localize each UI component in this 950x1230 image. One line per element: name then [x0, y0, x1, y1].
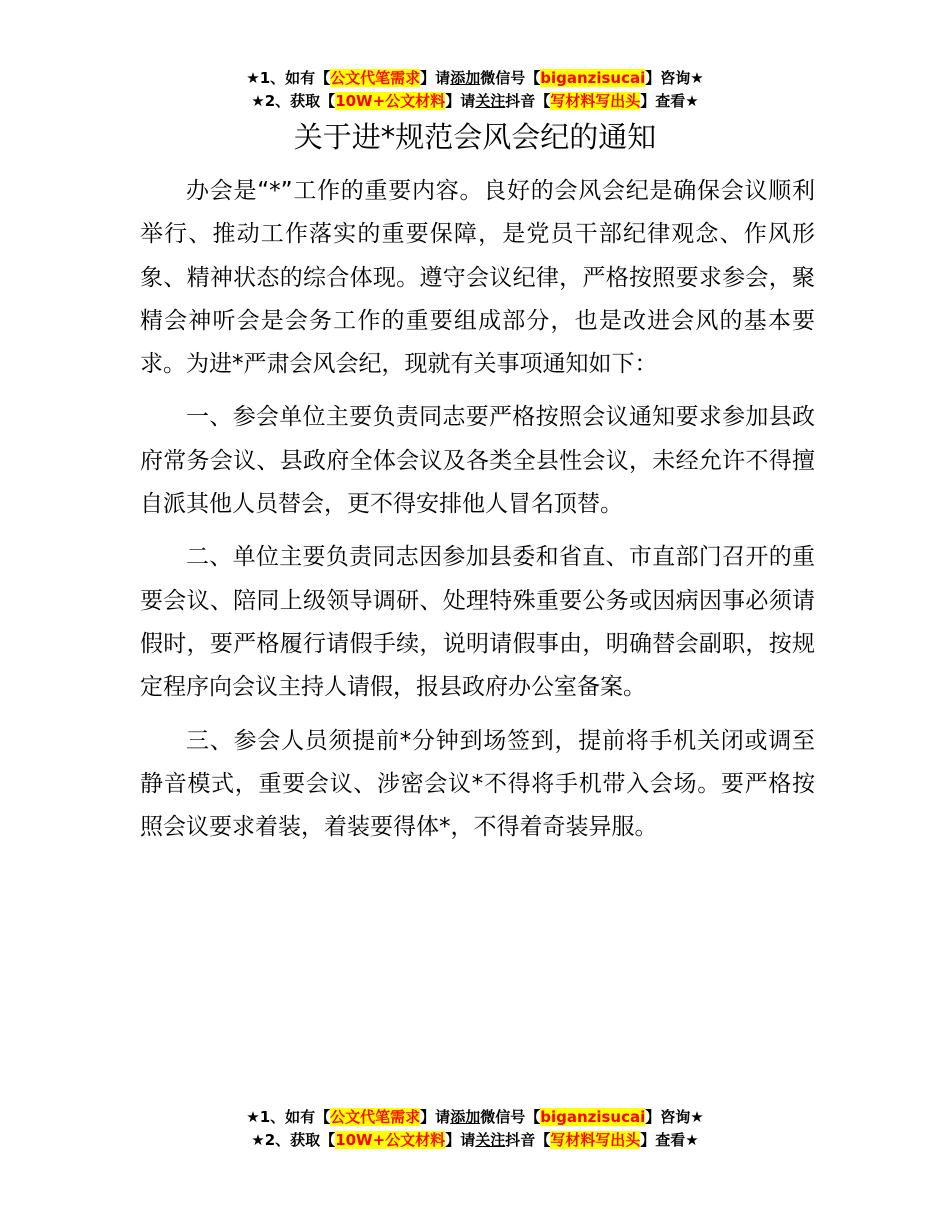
- ad-highlight: 10W+公文材料: [335, 92, 446, 110]
- ad-line-2: ★2、获取【10W+公文材料】请关注抖音【写材料写出头】查看★: [251, 1131, 699, 1149]
- paragraph-intro: 办会是“*”工作的重要内容。良好的会风会纪是确保会议顺利举行、推动工作落实的重要保障，是党员干部纪律观念、作风形象、精神状态的综合体现。遵守会议纪律，严格按照要求参会，聚精会神听会是会务工作的重要组成部分，也是改进会风的基本要求。为进*严肃会风会纪，现就有关事项通知如下：: [140, 178, 815, 378]
- ad-wechat-id: biganzisucai: [540, 1108, 646, 1126]
- paragraph-item-2: 二、单位主要负责同志因参加县委和省直、市直部门召开的重要会议、陪同上级领导调研、处理特殊重要公务或因病因事必须请假时，要严格履行请假手续，说明请假事由，明确替会副职，按规定程序向会议主持人请假，报县政府办公室备案。: [140, 544, 815, 701]
- ad-highlight: 公文代笔需求: [330, 1108, 421, 1126]
- paragraph-item-1: 一、参会单位主要负责同志要严格按照会议通知要求参加县政府常务会议、县政府全体会议及各类全县性会议，未经允许不得擅自派其他人员替会，更不得安排他人冒名顶替。: [140, 404, 815, 518]
- ad-highlight: 写材料写出头: [550, 92, 641, 110]
- footer-ad-banner: [0, 1106, 950, 1152]
- ad-highlight: 写材料写出头: [550, 1131, 641, 1149]
- paragraph-item-3: 三、参会人员须提前*分钟到场签到，提前将手机关闭或调至静音模式，重要会议、涉密会议*不得将手机带入会场。要严格按照会议要求着装，着装要得体*，不得着奇装异服。: [140, 727, 815, 841]
- document-body: [140, 170, 815, 859]
- document-title: 关于进*规范会风会纪的通知: [293, 120, 657, 154]
- ad-wechat-id: biganzisucai: [540, 69, 646, 87]
- ad-line-1: ★1、如有【公文代笔需求】请添加微信号【biganzisucai】咨询★: [246, 1108, 704, 1126]
- header-ad-banner: [0, 67, 950, 113]
- ad-line-1: ★1、如有【公文代笔需求】请添加微信号【biganzisucai】咨询★: [246, 69, 704, 87]
- ad-highlight: 公文代笔需求: [330, 69, 421, 87]
- ad-line-2: ★2、获取【10W+公文材料】请关注抖音【写材料写出头】查看★: [251, 92, 699, 110]
- ad-highlight: 10W+公文材料: [335, 1131, 446, 1149]
